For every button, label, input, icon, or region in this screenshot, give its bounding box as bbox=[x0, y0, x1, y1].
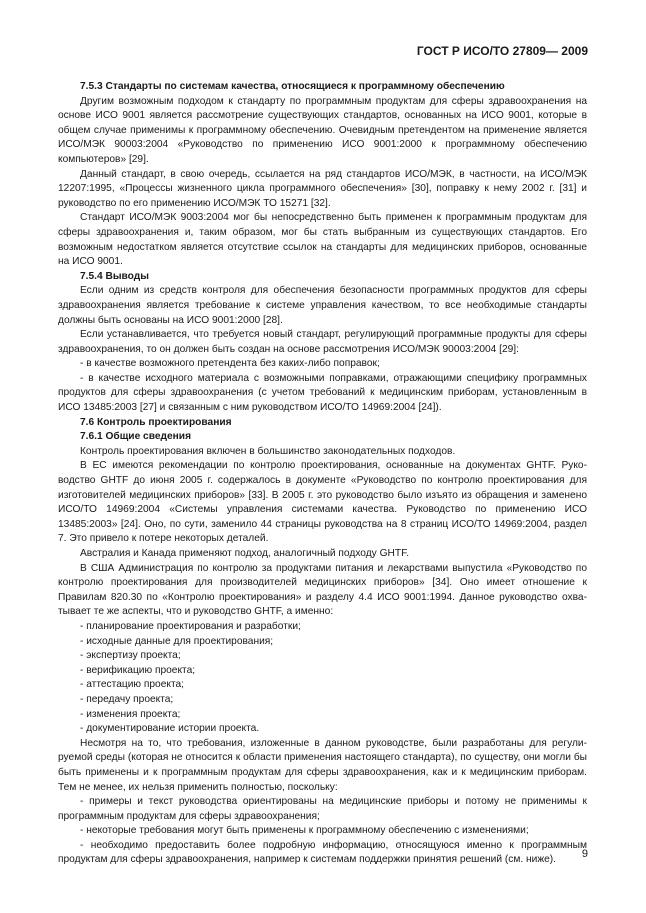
document-header: ГОСТ Р ИСО/ТО 27809— 2009 bbox=[416, 44, 588, 58]
section-heading-7-5-4: 7.5.4 Выводы bbox=[80, 270, 149, 282]
paragraph: Данный стандарт, в свою очередь, ссылается на ряд стандартов ИСО/МЭК, в частности, на ИСО/МЭК 12207:1995, «Процессы жизненного цикла программного обеспечения» [30], поправку к нему 2002 г. [31] и руководство по его применению ИСО/МЭК ТО 15271 [32]. bbox=[58, 168, 587, 209]
paragraph: Другим возможным подходом к стандарту по программным продуктам для сферы здравоохранения на основе ИСО 9001 является рассмотрение существующих стандартов, основанных на ИСО 9001, которые в общем случае применимы к программному обеспечению. Очевидным претендентом на применение является ИСО/МЭК 90003:2004 «Руководство по применению ИСО 9001:2000 к программному обеспечению компьютеров» [29]. bbox=[58, 95, 587, 165]
paragraph: Если устанавливается, что требуется новый стандарт, регулирующий программные продукты для сферы здравоохранения, то он должен быть создан на основе рассмотрения ИСО/МЭК 90003:2004 [29]: bbox=[58, 329, 587, 355]
list-item: - исходные данные для проектирования; bbox=[80, 635, 274, 647]
paragraph: В США Администрация по контролю за продуктами питания и лекарствами выпустила «Руководство по контролю проектирования для производителей медицинских приборов» [34]. Оно имеет отношение к Правилам 820.30 по «Контролю проектирования» и разделу 4.4 ИСО 9001:1994. Данное руководство охватывает те же аспекты, что и руководство GHTF, а именно: bbox=[58, 562, 587, 618]
list-item: - передачу проекта; bbox=[80, 693, 174, 705]
paragraph: Если одним из средств контроля для обеспечения безопасности программных продуктов для сферы здравоохранения является требование к системе управления качеством, то все необходимые стандарты должны быть основаны на ИСО 9001:2000 [28]. bbox=[58, 285, 587, 326]
list-item: - в качестве исходного материала с возможными поправками, отражающими специфику программных продуктов для сферы здравоохранения (с учетом требований к медицинским приборам, установленным в ИСО 13485:2003 [27] и связанным с ним руководством ИСО/ТО 14969:2004 [24]). bbox=[58, 372, 587, 414]
list-item: - аттестацию проекта; bbox=[80, 679, 184, 691]
page-number: 9 bbox=[581, 848, 588, 860]
list-item: - в качестве возможного претендента без каких-либо поправок; bbox=[80, 358, 380, 370]
list-item: - некоторые требования могут быть применены к программному обеспечению с изменениями; bbox=[80, 825, 529, 837]
paragraph: Контроль проектирования включен в большинство законодательных подходов. bbox=[80, 445, 456, 457]
list-item: - экспертизу проекта; bbox=[80, 650, 181, 662]
list-item: - примеры и текст руководства ориентированы на медицинские приборы и потому не применимы к программным продуктам для сферы здравоохранения; bbox=[58, 796, 587, 822]
list-item: - документирование истории проекта. bbox=[80, 723, 260, 735]
list-item: - необходимо предоставить более подробную информацию, относящуюся именно к программным продуктам для сферы здравоохранения, например к системам поддержки принятия решений (см. ниже). bbox=[58, 839, 587, 866]
section-heading-7-6-1: 7.6.1 Общие сведения bbox=[80, 431, 192, 443]
document-body bbox=[58, 80, 587, 868]
paragraph: Несмотря на то, что требования, изложенные в данном руководстве, были разработаны для регулируемой среды (которая не относится к области применения настоящего стандарта), по существу, они могли бы быть применены и к программным продуктам для сферы здравоохранения, как и к медицинским приборам. Тем не менее, их нельзя применить полностью, поскольку: bbox=[58, 737, 587, 793]
paragraph: В ЕС имеются рекомендации по контролю проектирования, основанные на документах GHTF. Руководство GHTF до июня 2005 г. содержалось в документе «Руководство по контролю проектирования для изготовителей медицинских приборов» [33]. В 2005 г. это руководство было изъято из обращения и заменено ИСО/ТО 14969:2004 «Системы управления системами качества. Руководство по применению ИСО 13485:2003» [24]. Оно, по сути, заменило 44 страницы руководства на 8 страниц ИСО/ТО 14969:2004, раздел 7. Это привело к потере некоторых деталей. bbox=[58, 460, 587, 545]
list-item: - верификацию проекта; bbox=[80, 664, 196, 676]
list-item: - планирование проектирования и разработки; bbox=[80, 620, 301, 632]
paragraph: Австралия и Канада применяют подход, аналогичный подходу GHTF. bbox=[80, 548, 410, 559]
paragraph: Стандарт ИСО/МЭК 9003:2004 мог бы непосредственно быть применен к программным продуктам для сферы здравоохранения и, таким образом, мог бы стать выбранным из существующих стандартов. Его возможным недостатком является отсутствие ссылок на стандарты для медицинских приборов, основанные на ИСО 9001. bbox=[58, 212, 587, 268]
section-heading-7-6: 7.6 Контроль проектирования bbox=[80, 416, 232, 428]
section-heading-7-5-3: 7.5.3 Стандарты по системам качества, относящиеся к программному обеспечению bbox=[80, 81, 505, 92]
list-item: - изменения проекта; bbox=[80, 708, 181, 720]
